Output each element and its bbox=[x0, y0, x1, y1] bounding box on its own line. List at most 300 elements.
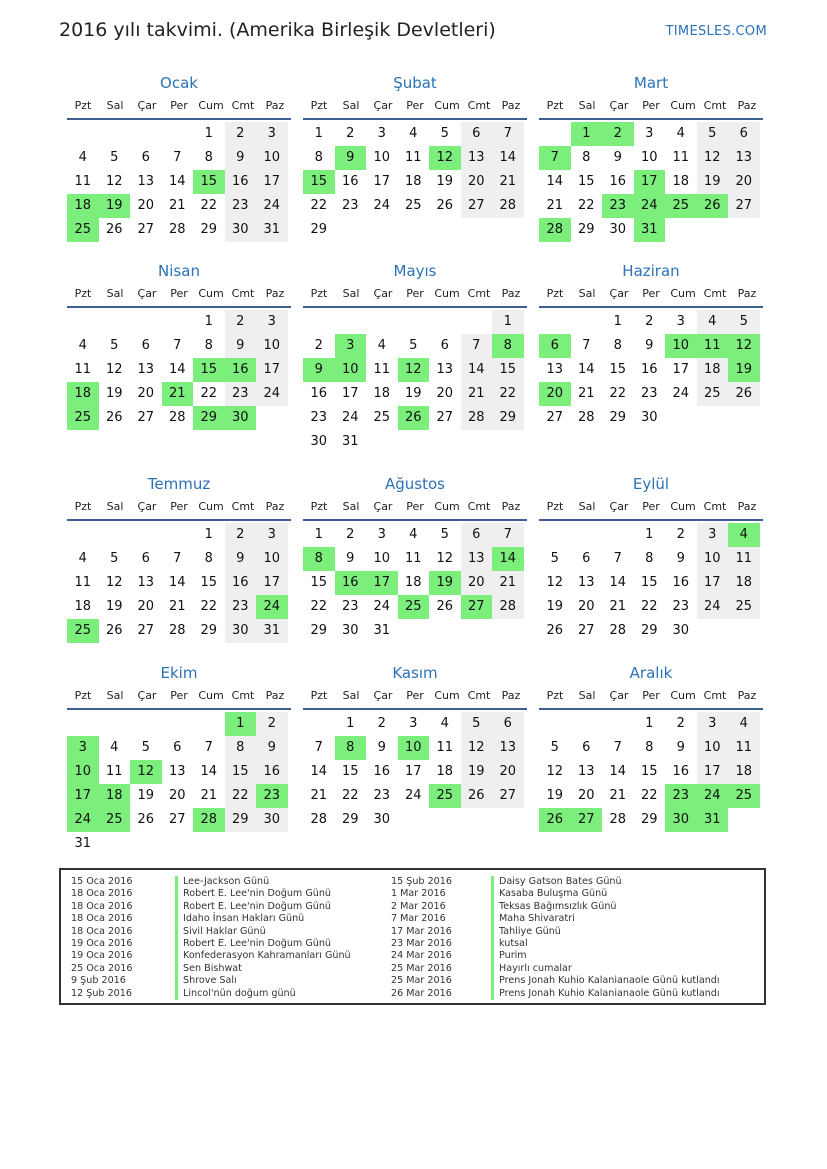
day-cell: 20 bbox=[137, 386, 155, 401]
weekday-label: Cum bbox=[670, 500, 696, 513]
holiday-date: 2 Mar 2016 bbox=[391, 900, 446, 912]
day-grid bbox=[67, 310, 291, 430]
day-cell: 5 bbox=[110, 551, 119, 566]
empty-cell bbox=[67, 712, 99, 736]
weekday-label: Pzt bbox=[546, 689, 564, 702]
holiday-name: Kasaba Buluşma Günü bbox=[499, 888, 608, 900]
day-cell: 29 bbox=[200, 222, 218, 237]
empty-cell bbox=[303, 310, 335, 334]
day-cell: 10 bbox=[256, 334, 288, 358]
day-cell: 19 bbox=[436, 174, 454, 189]
weekday-label: Cmt bbox=[703, 287, 727, 300]
day-cell: 5 bbox=[110, 150, 119, 165]
day-cell: 21 bbox=[492, 170, 524, 194]
weekday-label: Çar bbox=[609, 689, 629, 702]
weekday-label: Çar bbox=[373, 689, 393, 702]
day-cell: 4 bbox=[676, 126, 685, 141]
day-cell: 1 bbox=[346, 716, 355, 731]
day-cell: 28 bbox=[168, 623, 186, 638]
empty-cell bbox=[162, 712, 194, 736]
day-cell: 4 bbox=[78, 338, 87, 353]
day-cell: 5 bbox=[550, 740, 559, 755]
day-cell: 26 bbox=[728, 382, 760, 406]
weekday-label: Pzt bbox=[74, 99, 92, 112]
holiday-date: 23 Mar 2016 bbox=[391, 937, 452, 949]
weekday-label: Cmt bbox=[467, 287, 491, 300]
day-cell: 30 bbox=[373, 812, 391, 827]
holiday-date: 25 Oca 2016 bbox=[71, 962, 133, 974]
day-cell: 15 bbox=[492, 358, 524, 382]
weekday-header bbox=[67, 686, 291, 710]
month-name: Eylül bbox=[632, 475, 670, 493]
holiday-day-cell: 28 bbox=[193, 808, 225, 832]
day-cell: 1 bbox=[314, 126, 323, 141]
month-11 bbox=[303, 660, 527, 832]
day-cell: 2 bbox=[676, 716, 685, 731]
day-cell: 27 bbox=[137, 222, 155, 237]
day-cell: 11 bbox=[74, 362, 92, 377]
day-cell: 20 bbox=[461, 170, 493, 194]
weekday-label: Çar bbox=[373, 500, 393, 513]
day-grid bbox=[67, 122, 291, 242]
empty-cell bbox=[162, 122, 194, 146]
day-cell: 24 bbox=[341, 410, 359, 425]
holiday-day-cell: 6 bbox=[539, 334, 571, 358]
empty-cell bbox=[99, 523, 131, 547]
day-cell: 4 bbox=[377, 338, 386, 353]
day-cell: 18 bbox=[697, 358, 729, 382]
day-cell: 11 bbox=[74, 174, 92, 189]
holiday-day-cell: 8 bbox=[492, 334, 524, 358]
empty-cell bbox=[539, 712, 571, 736]
weekday-label: Paz bbox=[501, 500, 521, 513]
holiday-day-cell: 20 bbox=[539, 382, 571, 406]
day-cell: 8 bbox=[204, 150, 213, 165]
empty-cell bbox=[602, 712, 634, 736]
day-cell: 1 bbox=[645, 527, 654, 542]
day-cell: 21 bbox=[492, 571, 524, 595]
month-2 bbox=[303, 70, 527, 242]
day-cell: 22 bbox=[200, 386, 218, 401]
day-cell: 25 bbox=[728, 595, 760, 619]
weekday-label: Cmt bbox=[231, 99, 255, 112]
holiday-name: Robert E. Lee'nin Doğum Günü bbox=[183, 900, 332, 912]
page-title: 2016 yılı takvimi. (Amerika Birleşik Devletleri) bbox=[59, 19, 496, 41]
month-name: Şubat bbox=[393, 74, 437, 92]
day-cell: 2 bbox=[645, 314, 654, 329]
day-cell: 28 bbox=[168, 222, 186, 237]
day-cell: 21 bbox=[546, 198, 564, 213]
month-name: Temmuz bbox=[147, 475, 211, 493]
day-cell: 10 bbox=[256, 547, 288, 571]
day-cell: 13 bbox=[461, 146, 493, 170]
holiday-day-cell: 24 bbox=[67, 808, 99, 832]
empty-cell bbox=[193, 712, 225, 736]
day-cell: 5 bbox=[697, 122, 729, 146]
day-cell: 16 bbox=[225, 170, 257, 194]
weekday-label: Pzt bbox=[310, 500, 328, 513]
day-cell: 21 bbox=[200, 788, 218, 803]
holiday-date: 19 Oca 2016 bbox=[71, 950, 133, 962]
holiday-day-cell: 25 bbox=[728, 784, 760, 808]
day-cell: 20 bbox=[137, 599, 155, 614]
weekday-label: Sal bbox=[578, 500, 596, 513]
month-name: Ağustos bbox=[385, 475, 445, 493]
day-cell: 3 bbox=[256, 523, 288, 547]
weekday-label: Cmt bbox=[231, 500, 255, 513]
weekday-label: Paz bbox=[737, 689, 757, 702]
empty-cell bbox=[571, 712, 603, 736]
day-cell: 6 bbox=[141, 551, 150, 566]
day-cell: 28 bbox=[609, 623, 627, 638]
day-cell: 1 bbox=[314, 527, 323, 542]
weekday-label: Cum bbox=[434, 287, 460, 300]
weekday-label: Pzt bbox=[74, 689, 92, 702]
day-cell: 30 bbox=[609, 222, 627, 237]
weekday-label: Pzt bbox=[74, 500, 92, 513]
day-cell: 4 bbox=[409, 527, 418, 542]
day-cell: 22 bbox=[640, 599, 658, 614]
day-cell: 7 bbox=[314, 740, 323, 755]
day-cell: 19 bbox=[404, 386, 422, 401]
day-cell: 13 bbox=[436, 362, 454, 377]
day-cell: 15 bbox=[640, 575, 658, 590]
weekday-label: Paz bbox=[737, 99, 757, 112]
day-cell: 28 bbox=[609, 812, 627, 827]
holiday-name: Prens Jonah Kuhio Kalanianaole Günü kutlandı bbox=[499, 987, 720, 999]
day-cell: 1 bbox=[645, 716, 654, 731]
day-cell: 27 bbox=[436, 410, 454, 425]
day-cell: 29 bbox=[577, 222, 595, 237]
holiday-day-cell: 27 bbox=[571, 808, 603, 832]
day-cell: 29 bbox=[640, 623, 658, 638]
day-cell: 10 bbox=[373, 551, 391, 566]
weekday-label: Paz bbox=[265, 500, 285, 513]
empty-cell bbox=[99, 712, 131, 736]
weekday-label: Sal bbox=[342, 500, 360, 513]
day-cell: 25 bbox=[404, 198, 422, 213]
weekday-label: Cum bbox=[434, 689, 460, 702]
brand-link[interactable]: TIMESLES.COM bbox=[665, 24, 767, 39]
day-cell: 22 bbox=[577, 198, 595, 213]
day-cell: 27 bbox=[461, 194, 493, 218]
holiday-day-cell: 10 bbox=[67, 760, 99, 784]
empty-cell bbox=[461, 310, 493, 334]
day-cell: 7 bbox=[492, 122, 524, 146]
day-cell: 7 bbox=[461, 334, 493, 358]
day-cell: 11 bbox=[436, 740, 454, 755]
day-cell: 14 bbox=[168, 174, 186, 189]
weekday-label: Sal bbox=[342, 287, 360, 300]
day-cell: 23 bbox=[373, 788, 391, 803]
empty-cell bbox=[130, 122, 162, 146]
holiday-name: Purim bbox=[499, 950, 527, 962]
holiday-date: 15 Oca 2016 bbox=[71, 876, 133, 887]
day-cell: 6 bbox=[492, 712, 524, 736]
day-cell: 21 bbox=[609, 788, 627, 803]
day-cell: 19 bbox=[105, 386, 123, 401]
day-cell: 5 bbox=[110, 338, 119, 353]
weekday-label: Çar bbox=[137, 689, 157, 702]
day-cell: 13 bbox=[137, 575, 155, 590]
day-cell: 10 bbox=[697, 736, 729, 760]
day-cell: 4 bbox=[728, 712, 760, 736]
day-cell: 20 bbox=[577, 599, 595, 614]
month-6 bbox=[539, 258, 763, 430]
day-cell: 25 bbox=[697, 382, 729, 406]
holiday-day-cell: 25 bbox=[665, 194, 697, 218]
weekday-label: Cum bbox=[434, 500, 460, 513]
day-cell: 23 bbox=[225, 194, 257, 218]
day-cell: 14 bbox=[492, 146, 524, 170]
day-cell: 2 bbox=[225, 523, 257, 547]
day-cell: 23 bbox=[341, 198, 359, 213]
month-5 bbox=[303, 258, 527, 454]
month-8 bbox=[303, 471, 527, 643]
empty-cell bbox=[130, 310, 162, 334]
holiday-name: Tahliye Günü bbox=[499, 925, 561, 937]
day-cell: 5 bbox=[440, 527, 449, 542]
holiday-day-cell: 12 bbox=[728, 334, 760, 358]
day-cell: 1 bbox=[204, 314, 213, 329]
day-cell: 9 bbox=[613, 150, 622, 165]
day-cell: 11 bbox=[672, 150, 690, 165]
holiday-name: Sen Bishwat bbox=[183, 962, 242, 974]
day-cell: 18 bbox=[728, 571, 760, 595]
day-cell: 19 bbox=[461, 760, 493, 784]
holiday-name: Robert E. Lee'nin Doğum Günü bbox=[183, 888, 332, 900]
day-cell: 19 bbox=[546, 788, 564, 803]
day-cell: 15 bbox=[225, 760, 257, 784]
day-cell: 8 bbox=[204, 338, 213, 353]
day-cell: 7 bbox=[613, 740, 622, 755]
weekday-label: Paz bbox=[501, 287, 521, 300]
day-cell: 13 bbox=[168, 764, 186, 779]
day-cell: 26 bbox=[105, 410, 123, 425]
weekday-label: Per bbox=[170, 99, 188, 112]
empty-cell bbox=[539, 310, 571, 334]
day-cell: 4 bbox=[440, 716, 449, 731]
day-cell: 6 bbox=[728, 122, 760, 146]
day-cell: 20 bbox=[168, 788, 186, 803]
day-cell: 8 bbox=[645, 551, 654, 566]
day-cell: 21 bbox=[168, 599, 186, 614]
empty-cell bbox=[162, 310, 194, 334]
day-grid bbox=[67, 523, 291, 643]
day-grid bbox=[303, 122, 527, 242]
day-cell: 8 bbox=[613, 338, 622, 353]
weekday-header bbox=[539, 497, 763, 521]
day-cell: 30 bbox=[341, 623, 359, 638]
month-name: Nisan bbox=[158, 262, 200, 280]
day-cell: 16 bbox=[341, 174, 359, 189]
day-cell: 5 bbox=[461, 712, 493, 736]
day-cell: 10 bbox=[373, 150, 391, 165]
weekday-label: Paz bbox=[501, 689, 521, 702]
holiday-day-cell: 27 bbox=[461, 595, 493, 619]
holiday-day-cell: 25 bbox=[429, 784, 461, 808]
holiday-day-cell: 10 bbox=[398, 736, 430, 760]
month-name: Ekim bbox=[160, 664, 198, 682]
weekday-header bbox=[539, 96, 763, 120]
day-cell: 4 bbox=[409, 126, 418, 141]
weekday-label: Paz bbox=[265, 99, 285, 112]
day-cell: 29 bbox=[640, 812, 658, 827]
day-cell: 27 bbox=[546, 410, 564, 425]
day-cell: 9 bbox=[225, 146, 257, 170]
holiday-day-cell: 24 bbox=[634, 194, 666, 218]
holiday-name: Daisy Gatson Bates Günü bbox=[499, 876, 622, 887]
day-cell: 5 bbox=[141, 740, 150, 755]
holiday-day-cell: 12 bbox=[130, 760, 162, 784]
day-cell: 25 bbox=[373, 410, 391, 425]
weekday-label: Per bbox=[406, 99, 424, 112]
day-cell: 29 bbox=[310, 623, 328, 638]
day-cell: 30 bbox=[640, 410, 658, 425]
day-cell: 9 bbox=[676, 551, 685, 566]
holiday-day-cell: 1 bbox=[225, 712, 257, 736]
holiday-day-cell: 10 bbox=[335, 358, 367, 382]
holiday-date: 18 Oca 2016 bbox=[71, 925, 133, 937]
day-cell: 11 bbox=[728, 736, 760, 760]
holiday-day-cell: 8 bbox=[335, 736, 367, 760]
day-cell: 13 bbox=[546, 362, 564, 377]
day-cell: 6 bbox=[582, 551, 591, 566]
day-cell: 20 bbox=[728, 170, 760, 194]
day-cell: 14 bbox=[609, 575, 627, 590]
holiday-date: 26 Mar 2016 bbox=[391, 987, 452, 999]
day-cell: 17 bbox=[256, 170, 288, 194]
weekday-label: Cmt bbox=[467, 500, 491, 513]
weekday-label: Cmt bbox=[703, 99, 727, 112]
day-cell: 9 bbox=[256, 736, 288, 760]
holiday-name: kutsal bbox=[499, 937, 528, 949]
day-cell: 22 bbox=[609, 386, 627, 401]
day-cell: 6 bbox=[461, 122, 493, 146]
day-cell: 8 bbox=[582, 150, 591, 165]
empty-cell bbox=[99, 310, 131, 334]
weekday-label: Cum bbox=[670, 99, 696, 112]
day-cell: 17 bbox=[697, 571, 729, 595]
day-cell: 9 bbox=[225, 334, 257, 358]
empty-cell bbox=[67, 523, 99, 547]
day-cell: 24 bbox=[373, 198, 391, 213]
day-cell: 23 bbox=[672, 599, 690, 614]
day-cell: 2 bbox=[225, 122, 257, 146]
day-cell: 22 bbox=[310, 198, 328, 213]
day-grid bbox=[539, 310, 763, 430]
day-cell: 6 bbox=[173, 740, 182, 755]
weekday-label: Çar bbox=[137, 99, 157, 112]
holiday-date: 9 Şub 2016 bbox=[71, 975, 126, 987]
holiday-day-cell: 18 bbox=[67, 194, 99, 218]
day-cell: 15 bbox=[200, 575, 218, 590]
holiday-date: 18 Oca 2016 bbox=[71, 900, 133, 912]
day-cell: 3 bbox=[409, 716, 418, 731]
day-cell: 20 bbox=[461, 571, 493, 595]
weekday-label: Cmt bbox=[467, 689, 491, 702]
day-cell: 28 bbox=[492, 595, 524, 619]
holiday-date: 24 Mar 2016 bbox=[391, 950, 452, 962]
day-cell: 30 bbox=[225, 619, 257, 643]
weekday-label: Cmt bbox=[231, 689, 255, 702]
holiday-day-cell: 18 bbox=[99, 784, 131, 808]
month-name: Kasım bbox=[392, 664, 438, 682]
day-cell: 17 bbox=[341, 386, 359, 401]
holiday-name: Sivil Haklar Günü bbox=[183, 925, 266, 937]
holiday-day-cell: 25 bbox=[67, 619, 99, 643]
day-cell: 23 bbox=[225, 595, 257, 619]
day-cell: 9 bbox=[377, 740, 386, 755]
day-cell: 4 bbox=[78, 150, 87, 165]
day-cell: 31 bbox=[256, 218, 288, 242]
holiday-day-cell: 30 bbox=[665, 808, 697, 832]
weekday-header bbox=[303, 686, 527, 710]
day-cell: 22 bbox=[200, 198, 218, 213]
holiday-name: Shrove Salı bbox=[183, 975, 237, 987]
day-cell: 14 bbox=[609, 764, 627, 779]
holiday-day-cell: 17 bbox=[366, 571, 398, 595]
day-cell: 16 bbox=[640, 362, 658, 377]
day-cell: 27 bbox=[168, 812, 186, 827]
weekday-label: Çar bbox=[373, 99, 393, 112]
day-cell: 10 bbox=[640, 150, 658, 165]
weekday-label: Çar bbox=[137, 500, 157, 513]
holiday-date: 25 Mar 2016 bbox=[391, 975, 452, 987]
month-1 bbox=[67, 70, 291, 242]
day-cell: 20 bbox=[577, 788, 595, 803]
weekday-label: Sal bbox=[106, 287, 124, 300]
day-cell: 16 bbox=[310, 386, 328, 401]
day-cell: 31 bbox=[341, 434, 359, 449]
weekday-label: Per bbox=[406, 689, 424, 702]
day-cell: 16 bbox=[256, 760, 288, 784]
day-cell: 20 bbox=[137, 198, 155, 213]
holiday-date: 15 Şub 2016 bbox=[391, 876, 452, 887]
holiday-day-cell: 11 bbox=[697, 334, 729, 358]
day-cell: 2 bbox=[346, 527, 355, 542]
holiday-day-cell: 19 bbox=[99, 194, 131, 218]
day-cell: 3 bbox=[256, 310, 288, 334]
day-cell: 30 bbox=[225, 218, 257, 242]
day-cell: 18 bbox=[404, 575, 422, 590]
day-cell: 7 bbox=[492, 523, 524, 547]
weekday-label: Cmt bbox=[467, 99, 491, 112]
day-cell: 2 bbox=[346, 126, 355, 141]
day-cell: 3 bbox=[645, 126, 654, 141]
day-cell: 18 bbox=[728, 760, 760, 784]
day-cell: 27 bbox=[577, 623, 595, 638]
holiday-day-cell: 31 bbox=[634, 218, 666, 242]
day-cell: 12 bbox=[546, 764, 564, 779]
weekday-label: Çar bbox=[609, 287, 629, 300]
day-cell: 19 bbox=[546, 599, 564, 614]
day-cell: 13 bbox=[492, 736, 524, 760]
day-cell: 20 bbox=[492, 760, 524, 784]
empty-cell bbox=[539, 523, 571, 547]
day-cell: 16 bbox=[225, 571, 257, 595]
day-cell: 18 bbox=[436, 764, 454, 779]
holiday-date: 12 Şub 2016 bbox=[71, 987, 132, 999]
weekday-label: Sal bbox=[578, 99, 596, 112]
day-cell: 28 bbox=[492, 194, 524, 218]
day-cell: 7 bbox=[613, 551, 622, 566]
month-name: Mart bbox=[633, 74, 669, 92]
day-cell: 13 bbox=[137, 362, 155, 377]
weekday-label: Pzt bbox=[546, 99, 564, 112]
day-cell: 2 bbox=[377, 716, 386, 731]
month-4 bbox=[67, 258, 291, 430]
